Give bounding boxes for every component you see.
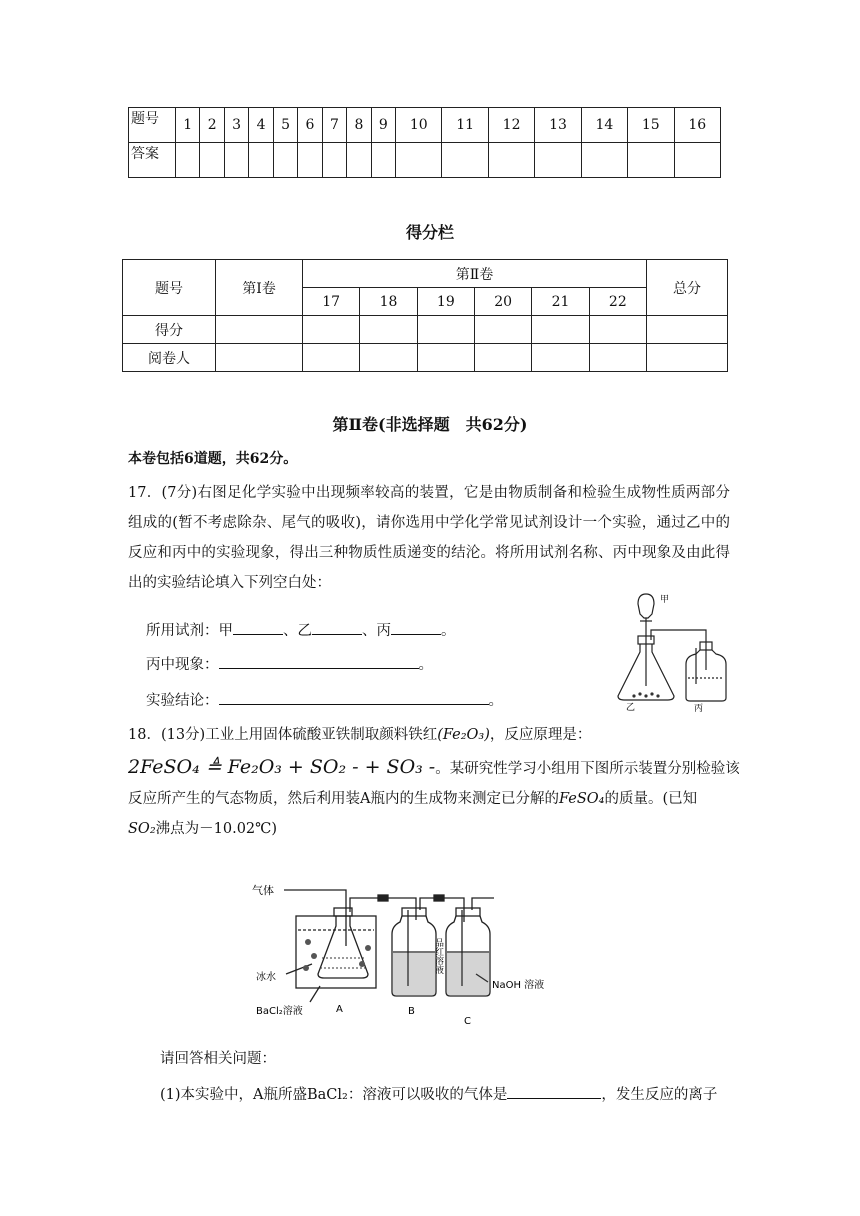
answer-cell[interactable] — [273, 143, 297, 178]
answer-cell[interactable] — [488, 143, 534, 178]
answer-cell[interactable] — [674, 143, 720, 178]
score-question-number: 19 — [417, 288, 474, 316]
score-cell[interactable] — [303, 316, 360, 344]
score-col-total: 总分 — [647, 260, 728, 316]
q18-fig-label-bacl2: BaCl₂溶液 — [256, 1006, 303, 1017]
score-section-title: 得分栏 — [405, 223, 454, 242]
question-number-cell: 9 — [371, 108, 395, 143]
score-cell[interactable] — [474, 344, 531, 372]
q17-reagent-line — [146, 616, 456, 646]
q18-formula-feso4: FeSO₄ — [558, 791, 605, 807]
q17-fig-label-jia: 甲 — [660, 595, 670, 605]
q17-sep: 、乙 — [283, 623, 312, 639]
answer-cell[interactable] — [249, 143, 273, 178]
answer-cell[interactable] — [442, 143, 488, 178]
score-cell[interactable] — [303, 344, 360, 372]
score-defen-row — [123, 316, 728, 344]
answer-cell[interactable] — [396, 143, 442, 178]
question-number-cell: 7 — [322, 108, 346, 143]
score-cell[interactable] — [216, 344, 303, 372]
q17-conclusion-blank[interactable] — [219, 688, 489, 705]
answer-cell[interactable] — [176, 143, 200, 178]
q17-sep: 、丙 — [362, 623, 391, 639]
score-question-number: 17 — [303, 288, 360, 316]
q18-equation: 2FeSO₄ ≜ Fe₂O₃ + SO₂ - + SO₃ - — [128, 756, 436, 778]
q17-reagent-yi-blank[interactable] — [312, 618, 362, 635]
question-number-cell: 6 — [298, 108, 322, 143]
q18-sub1-end: ，发生反应的离子 — [601, 1087, 718, 1103]
q18-text-after-equation: 。某研究性学习小组用下图所示装置分别检验该反应所产生的气态物质，然后利用装A瓶内的生成物来测定已分解的 — [128, 761, 740, 807]
q17-reagent-label: 所用试剂：甲 — [146, 623, 233, 639]
score-cell[interactable] — [360, 344, 417, 372]
q17-paragraph: 17．(7分)右图足化学实验中出现频率较高的装置，它是由物质制备和检验生成物性质两部分组成的(暂不考虑除杂、尾气的吸收)，请你选用中学化学常见试剂设计一个实验，通过乙中的反应和丙中的实验现象，得出三种物质性质递变的结沦。将所用试剂名称、丙中现象及由此得出的实验结论填入下列空白处： — [128, 485, 730, 591]
q17-fig-label-yi: 乙 — [626, 703, 636, 712]
score-header-row — [123, 260, 728, 288]
score-cell[interactable] — [532, 344, 589, 372]
q18-sub1-line — [160, 1080, 717, 1110]
question-number-cell: 15 — [628, 108, 674, 143]
question-number-cell: 8 — [347, 108, 371, 143]
answer-cell[interactable] — [298, 143, 322, 178]
q17-conclusion-line — [146, 686, 503, 716]
question-number-cell: 2 — [200, 108, 224, 143]
answer-row1-header: 题号 — [129, 108, 176, 143]
score-cell[interactable] — [474, 316, 531, 344]
q17-apparatus-figure — [610, 590, 735, 712]
q17-period: 。 — [488, 693, 503, 709]
score-question-number: 20 — [474, 288, 531, 316]
question-number-cell: 12 — [488, 108, 534, 143]
q17-phenomenon-label: 丙中现象： — [146, 657, 219, 673]
answer-cell[interactable] — [535, 143, 581, 178]
question-number-cell: 1 — [176, 108, 200, 143]
score-reader-row — [123, 344, 728, 372]
score-row-defen: 得分 — [123, 316, 216, 344]
q17-period: 。 — [441, 623, 456, 639]
score-cell[interactable] — [417, 344, 474, 372]
score-cell[interactable] — [589, 316, 646, 344]
score-question-number: 21 — [532, 288, 589, 316]
question-number-cell: 11 — [442, 108, 488, 143]
question-number-cell: 4 — [249, 108, 273, 143]
q18-text-after-feso4: 的质量。(已知 — [604, 791, 698, 807]
q18-equation-paragraph — [128, 752, 740, 844]
score-question-number: 18 — [360, 288, 417, 316]
answer-cell[interactable] — [581, 143, 627, 178]
q18-formula-so2: SO₂ — [128, 821, 156, 837]
score-col-juan2: 第Ⅱ卷 — [303, 260, 647, 288]
question-number-cell: 13 — [535, 108, 581, 143]
question-number-cell: 14 — [581, 108, 627, 143]
q18-fig-label-naoh: NaOH 溶液 — [492, 980, 545, 991]
question-number-cell: 3 — [224, 108, 248, 143]
q17-reagent-jia-blank[interactable] — [233, 618, 283, 635]
score-col-tihao: 题号 — [123, 260, 216, 316]
score-cell[interactable] — [589, 344, 646, 372]
score-cell[interactable] — [647, 344, 728, 372]
question-number-cell: 10 — [396, 108, 442, 143]
answer-cell[interactable] — [371, 143, 395, 178]
score-cell[interactable] — [532, 316, 589, 344]
q18-line1 — [128, 720, 738, 750]
q17-period: 。 — [418, 657, 433, 673]
q18-fig-label-C: C — [464, 1016, 471, 1027]
score-cell[interactable] — [647, 316, 728, 344]
score-question-number: 22 — [589, 288, 646, 316]
q18-intro-end: ，反应原理是： — [489, 727, 592, 743]
question-number-cell: 5 — [273, 108, 297, 143]
q17-fig-label-bing: 丙 — [694, 704, 704, 712]
q18-apparatus-figure — [250, 878, 550, 1028]
q18-fig-label-B: B — [408, 1006, 415, 1017]
question-number-cell: 16 — [674, 108, 720, 143]
q18-formula-fe2o3: (Fe₂O₃) — [437, 727, 490, 743]
q17-conclusion-label: 实验结论： — [146, 693, 219, 709]
q17-phenomenon-line — [146, 650, 433, 680]
answer-row2-header: 答案 — [129, 143, 176, 178]
q18-intro-text: 18．(13分)工业上用固体硫酸亚铁制取颜料铁红 — [128, 727, 438, 743]
part2-title: 第Ⅱ卷(非选择题 共62分) — [332, 415, 528, 434]
score-table — [122, 259, 728, 372]
score-col-juan1: 第Ⅰ卷 — [216, 260, 303, 316]
answer-cell[interactable] — [224, 143, 248, 178]
answer-cell[interactable] — [628, 143, 674, 178]
score-row-yuejuanren: 阅卷人 — [123, 344, 216, 372]
q18-fig-label-ice-water: 冰水 — [256, 972, 276, 983]
q18-sub1-text: (1)本实验中，A瓶所盛BaCl₂：溶液可以吸收的气体是 — [160, 1087, 508, 1103]
answer-table-number-row — [129, 108, 721, 143]
answer-cell[interactable] — [200, 143, 224, 178]
answer-table-answer-row — [129, 143, 721, 178]
answer-cell[interactable] — [322, 143, 346, 178]
q17-phenomenon-blank[interactable] — [219, 652, 419, 669]
q18-sub1-blank[interactable] — [507, 1082, 601, 1099]
q17-reagent-bing-blank[interactable] — [391, 618, 441, 635]
score-cell[interactable] — [360, 316, 417, 344]
answer-table — [128, 107, 721, 178]
answer-cell[interactable] — [347, 143, 371, 178]
q18-fig-label-A: A — [336, 1004, 343, 1015]
part2-intro: 本卷包括6道题，共62分。 — [128, 451, 298, 467]
score-cell[interactable] — [417, 316, 474, 344]
score-cell[interactable] — [216, 316, 303, 344]
q18-ask: 请回答相关问题： — [160, 1051, 276, 1067]
q18-boiling-point: 沸点为－10.02℃) — [155, 821, 278, 837]
q18-fig-label-pinhong: 品红溶液 — [433, 938, 443, 974]
q18-fig-label-gas: 气体 — [252, 884, 274, 897]
